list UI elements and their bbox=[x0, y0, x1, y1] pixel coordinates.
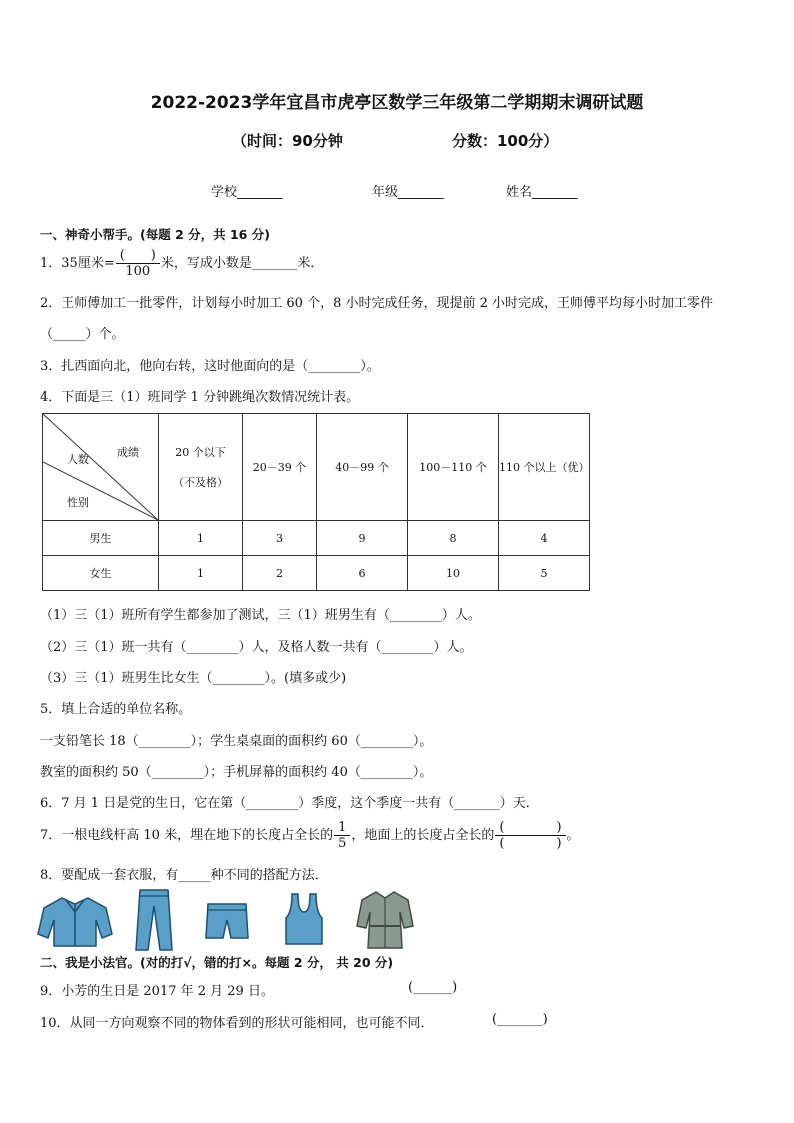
section-1-heading: 一、神奇小帮手。(每题 2 分，共 16 分) bbox=[40, 227, 270, 242]
table-header-cell: 40－99 个 bbox=[317, 414, 408, 521]
table-header-cell: 100－110 个 bbox=[408, 414, 499, 521]
page-title: 2022-2023学年宜昌市虎亭区数学三年级第二学期期末调研试题 bbox=[150, 93, 644, 113]
q1-fraction[interactable] bbox=[116, 248, 160, 279]
question-9: 9．小芳的生日是 2017 年 2 月 29 日。 bbox=[40, 984, 274, 999]
question-7: 7．一根电线杆高 10 米，埋在地下的长度占全长的 $\frac{1}{5}$ ，地面上的长度占全长的 $\frac{( )}{( )}$ 。 bbox=[40, 820, 580, 851]
section-2-heading: 二、我是小法官。(对的打√，错的打×。每题 2 分， 共 20 分) bbox=[40, 955, 394, 970]
question-4-1[interactable]: （1）三（1）班所有学生都参加了测试，三（1）班男生有（________）人。 bbox=[40, 608, 481, 623]
table-cell: 4 bbox=[499, 521, 590, 556]
question-6[interactable]: 6．7 月 1 日是党的生日，它在第（________）季度，这个季度一共有（_______）天． bbox=[40, 796, 539, 811]
q9-answer-blank[interactable]: (______) bbox=[408, 980, 458, 995]
table-header-cell: 110 个以上（优） bbox=[499, 414, 590, 521]
table-corner-cell bbox=[43, 414, 159, 521]
question-10: 10．从同一方向观察不同的物体看到的形状可能相同，也可能不同． bbox=[40, 1016, 434, 1031]
corner-diagonal-lines bbox=[43, 414, 158, 520]
exam-score: 分数：100分） bbox=[452, 132, 559, 150]
q10-answer-blank[interactable]: (_______) bbox=[492, 1012, 548, 1027]
question-2-line-2[interactable]: （_____）个。 bbox=[40, 327, 125, 342]
q1-denominator: 100 bbox=[125, 264, 151, 279]
coat-icon bbox=[356, 890, 414, 950]
table-header-cell: 20－39 个 bbox=[243, 414, 317, 521]
question-5-2[interactable]: 教室的面积约 50（________）；手机屏幕的面积约 40（________）。 bbox=[40, 765, 433, 780]
corner-label-score: 成绩 bbox=[117, 446, 139, 459]
table-cell: 1 bbox=[159, 556, 243, 591]
question-4: 4．下面是三（1）班同学 1 分钟跳绳次数情况统计表。 bbox=[40, 390, 360, 405]
question-1 bbox=[40, 248, 323, 279]
row-label-boys: 男生 bbox=[43, 521, 159, 556]
q1-numerator[interactable]: ( ) bbox=[116, 248, 160, 264]
table-cell: 1 bbox=[159, 521, 243, 556]
jump-rope-stats-table bbox=[42, 413, 590, 591]
question-4-3[interactable]: （3）三（1）班男生比女生（________）。(填多或少) bbox=[40, 671, 347, 686]
school-field[interactable]: 学校_______ bbox=[211, 185, 283, 200]
table-cell: 6 bbox=[317, 556, 408, 591]
q1-prefix: 1．35厘米= bbox=[40, 256, 115, 271]
question-2-line-1: 2．王师傅加工一批零件，计划每小时加工 60 个，8 小时完成任务，现提前 2 小时完成，王师傅平均每小时加工零件 bbox=[40, 296, 714, 311]
table-cell: 2 bbox=[243, 556, 317, 591]
q7-fraction-given: $\frac{1}{5}$ bbox=[334, 820, 350, 851]
pants-icon bbox=[132, 888, 176, 952]
grade-field[interactable]: 年级_______ bbox=[372, 185, 444, 200]
corner-label-count: 人数 bbox=[67, 453, 89, 466]
question-5-1[interactable]: 一支铅笔长 18（________）；学生桌桌面的面积约 60（________）。 bbox=[40, 734, 433, 749]
table-cell: 9 bbox=[317, 521, 408, 556]
table-header-cell: 20 个以下 （不及格） bbox=[159, 414, 243, 521]
q7-prefix: 7．一根电线杆高 10 米，埋在地下的长度占全长的 bbox=[40, 828, 334, 843]
table-row bbox=[43, 556, 590, 591]
q7-middle: ，地面上的长度占全长的 bbox=[351, 828, 495, 843]
table-header-row bbox=[43, 414, 590, 521]
corner-label-gender: 性别 bbox=[67, 496, 89, 509]
exam-time: （时间：90分钟 bbox=[232, 132, 343, 150]
row-label-girls: 女生 bbox=[43, 556, 159, 591]
question-3[interactable]: 3．扎西面向北，他向右转，这时他面向的是（________）。 bbox=[40, 359, 380, 374]
vest-icon bbox=[284, 892, 324, 946]
table-cell: 5 bbox=[499, 556, 590, 591]
shorts-icon bbox=[204, 902, 250, 942]
table-cell: 10 bbox=[408, 556, 499, 591]
table-row bbox=[43, 521, 590, 556]
q7-fraction-answer[interactable]: $\frac{( )}{( )}$ bbox=[495, 820, 565, 851]
table-cell: 8 bbox=[408, 521, 499, 556]
question-8[interactable]: 8．要配成一套衣服，有_____种不同的搭配方法． bbox=[40, 868, 328, 883]
name-field[interactable]: 姓名_______ bbox=[506, 185, 578, 200]
jacket-icon bbox=[36, 894, 114, 950]
table-cell: 3 bbox=[243, 521, 317, 556]
question-4-2[interactable]: （2）三（1）班一共有（________）人，及格人数一共有（________）人。 bbox=[40, 640, 473, 655]
q1-suffix: 米，写成小数是_______米． bbox=[160, 256, 324, 271]
question-5: 5．填上合适的单位名称。 bbox=[40, 702, 192, 717]
